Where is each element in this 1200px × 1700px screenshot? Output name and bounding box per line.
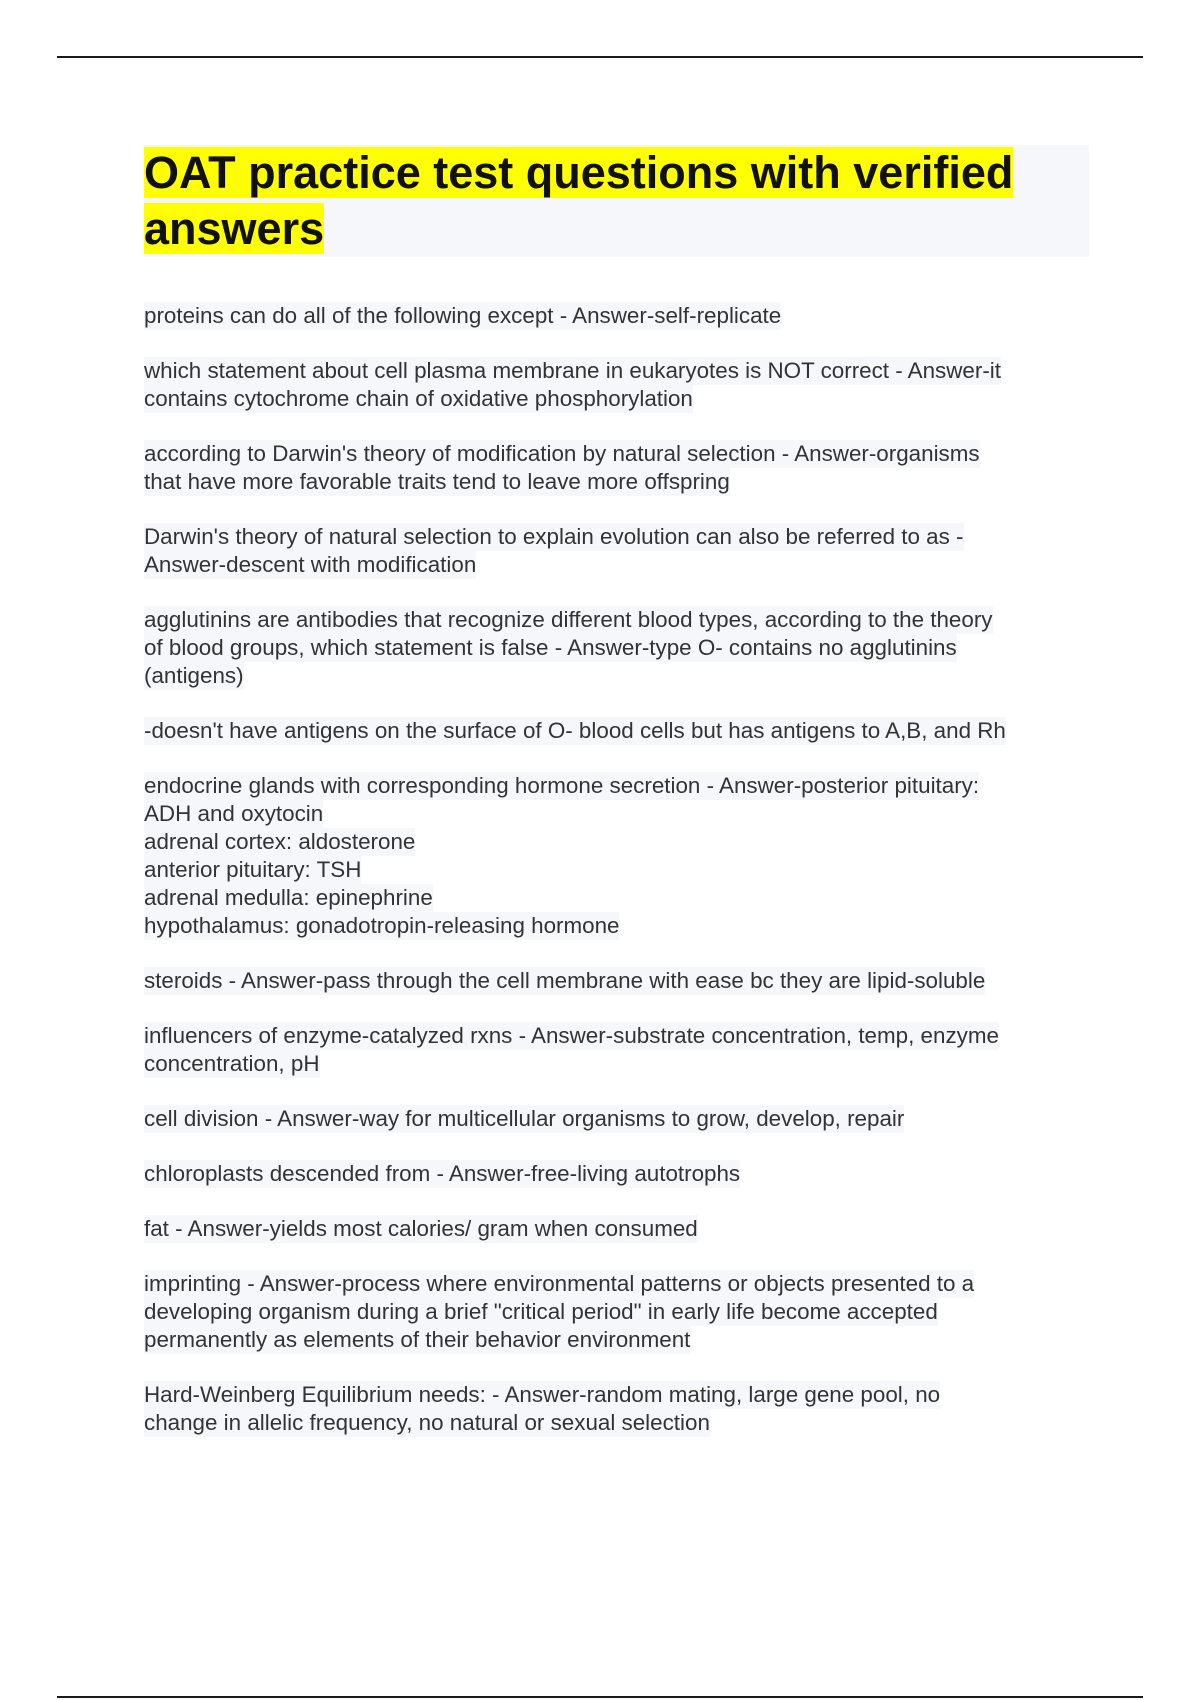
qa-line: concentration, pH (144, 1051, 320, 1076)
qa-item (144, 606, 1089, 690)
qa-line: adrenal medulla: epinephrine (144, 885, 433, 910)
qa-line: influencers of enzyme-catalyzed rxns - Answer-substrate concentration, temp, enzyme (144, 1023, 999, 1048)
qa-item (144, 1022, 1089, 1078)
qa-item (144, 302, 1089, 330)
qa-item (144, 1160, 1089, 1188)
qa-item (144, 523, 1089, 579)
qa-line: which statement about cell plasma membrane in eukaryotes is NOT correct - Answer-it (144, 358, 1001, 383)
qa-line: hypothalamus: gonadotropin-releasing hormone (144, 913, 620, 938)
qa-line: imprinting - Answer-process where environmental patterns or objects presented to a (144, 1271, 975, 1296)
top-rule (57, 56, 1143, 58)
qa-line: Answer-descent with modification (144, 552, 477, 577)
qa-item (144, 772, 1089, 940)
qa-item (144, 1270, 1089, 1354)
qa-line: that have more favorable traits tend to leave more offspring (144, 469, 730, 494)
qa-line: according to Darwin's theory of modification by natural selection - Answer-organisms (144, 441, 980, 466)
qa-item (144, 1105, 1089, 1133)
qa-line: adrenal cortex: aldosterone (144, 829, 416, 854)
qa-item (144, 440, 1089, 496)
qa-line: developing organism during a brief "critical period" in early life become accepted (144, 1299, 938, 1324)
qa-line: agglutinins are antibodies that recognize different blood types, according to the theory (144, 607, 993, 632)
qa-line: of blood groups, which statement is false - Answer-type O- contains no agglutinins (144, 635, 957, 660)
qa-item (144, 1381, 1089, 1437)
qa-line: (antigens) (144, 663, 244, 688)
qa-line: endocrine glands with corresponding hormone secretion - Answer-posterior pituitary: (144, 773, 980, 798)
qa-line: anterior pituitary: TSH (144, 857, 362, 882)
qa-line: ADH and oxytocin (144, 801, 324, 826)
qa-line: cell division - Answer-way for multicellular organisms to grow, develop, repair (144, 1106, 905, 1131)
qa-line: contains cytochrome chain of oxidative phosphorylation (144, 386, 693, 411)
qa-line: permanently as elements of their behavior environment (144, 1327, 691, 1352)
qa-line: change in allelic frequency, no natural or sexual selection (144, 1410, 710, 1435)
qa-line: proteins can do all of the following except - Answer-self-replicate (144, 303, 782, 328)
bottom-rule (57, 1696, 1143, 1698)
title-text: OAT practice test questions with verified answers (144, 147, 1014, 254)
qa-list (144, 302, 1089, 1464)
qa-line: fat - Answer-yields most calories/ gram when consumed (144, 1216, 698, 1241)
qa-item (144, 967, 1089, 995)
qa-line: -doesn't have antigens on the surface of O- blood cells but has antigens to A,B, and Rh (144, 718, 1006, 743)
page-title (144, 145, 1089, 257)
qa-line: chloroplasts descended from - Answer-free-living autotrophs (144, 1161, 741, 1186)
title-block (144, 145, 1089, 257)
qa-line: Darwin's theory of natural selection to explain evolution can also be referred to as - (144, 524, 964, 549)
qa-item (144, 357, 1089, 413)
qa-line: steroids - Answer-pass through the cell membrane with ease bc they are lipid-soluble (144, 968, 986, 993)
qa-line: Hard-Weinberg Equilibrium needs: - Answer-random mating, large gene pool, no (144, 1382, 941, 1407)
qa-item (144, 717, 1089, 745)
qa-item (144, 1215, 1089, 1243)
